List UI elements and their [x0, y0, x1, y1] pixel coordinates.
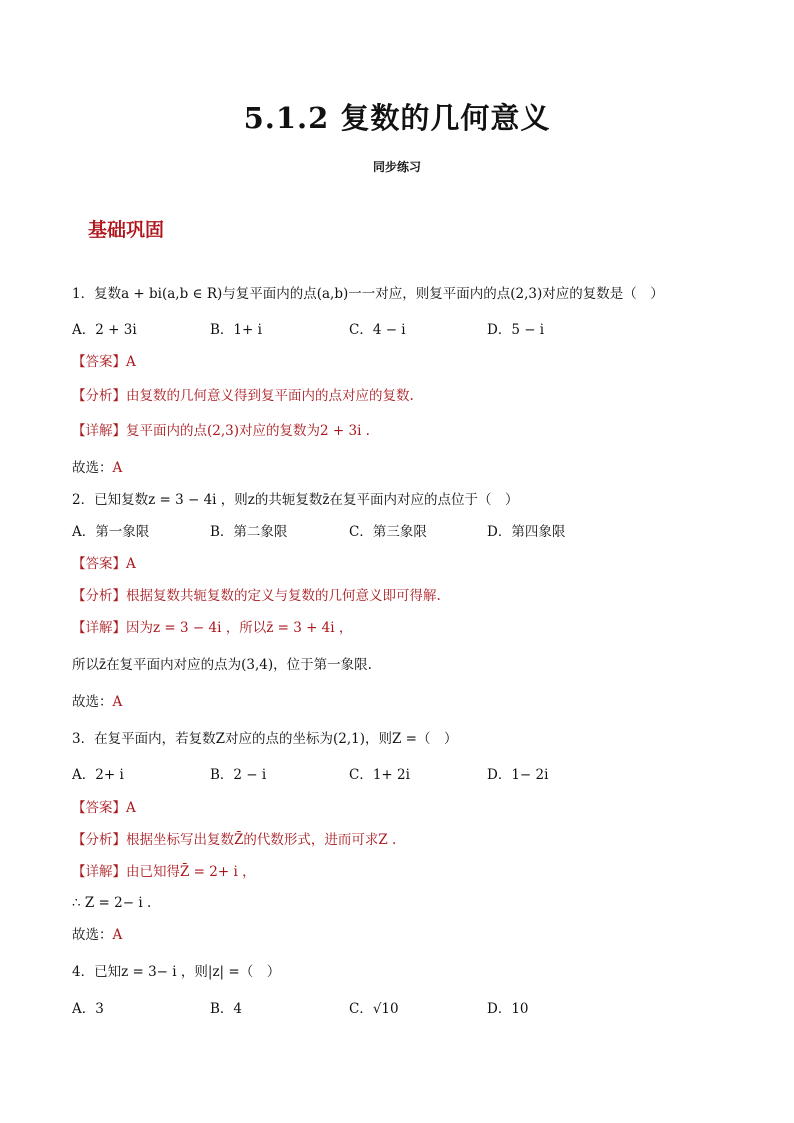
question-2-option-c: C．第三象限	[349, 524, 427, 540]
question-2-stem: 2．已知复数z = 3 − 4i ，则z的共轭复数z̄在复平面内对应的点位于（ ）	[72, 492, 519, 508]
question-2-answer: 【答案】A	[72, 556, 136, 572]
question-1-option-c: C．4 − i	[349, 322, 406, 338]
question-4-stem: 4．已知z = 3− i ，则|z| =（ ）	[72, 964, 281, 980]
question-3-stem: 3．在复平面内，若复数Z对应的点的坐标为(2,1)，则Z =（ ）	[72, 731, 458, 747]
question-1-option-a: A．2 + 3i	[72, 322, 137, 338]
question-2-choice: 故选：A	[72, 694, 123, 710]
section-heading: 基础巩固	[88, 219, 165, 241]
question-4-option-a: A．3	[72, 1001, 104, 1017]
question-1-answer: 【答案】A	[72, 354, 136, 370]
question-3-option-c: C．1+ 2i	[349, 767, 410, 783]
page-title: 5.1.2 复数的几何意义	[243, 101, 551, 135]
question-1-analysis: 【分析】由复数的几何意义得到复平面内的点对应的复数.	[72, 388, 414, 404]
question-2-analysis: 【分析】根据复数共轭复数的定义与复数的几何意义即可得解.	[72, 588, 441, 604]
question-2-option-d: D．第四象限	[487, 524, 566, 540]
question-1-stem: 1．复数a + bi(a,b ∈ R)与复平面内的点(a,b)一一对应，则复平面内的点(2,3)对应的复数是（ ）	[72, 286, 664, 302]
page-subtitle: 同步练习	[372, 160, 421, 174]
question-4-option-b: B．4	[210, 1001, 243, 1017]
question-2-detail-line2: 所以z̄在复平面内对应的点为(3,4)，位于第一象限.	[72, 657, 372, 673]
question-3-analysis: 【分析】根据坐标写出复数Z̄的代数形式，进而可求Z .	[72, 832, 397, 848]
question-3-answer: 【答案】A	[72, 800, 136, 816]
question-1-detail: 【详解】复平面内的点(2,3)对应的复数为2 + 3i .	[72, 423, 370, 439]
question-1-option-d: D．5 − i	[487, 322, 545, 338]
question-4-option-c: C．√10	[349, 1001, 399, 1017]
question-4-option-d: D．10	[487, 1001, 529, 1017]
question-1-choice: 故选：A	[72, 460, 123, 476]
question-3-detail-line2: ∴ Z = 2− i .	[72, 895, 152, 911]
question-3-choice: 故选：A	[72, 927, 123, 943]
question-3-option-d: D．1− 2i	[487, 767, 549, 783]
question-1-option-b: B．1+ i	[210, 322, 262, 338]
question-2-option-b: B．第二象限	[210, 524, 288, 540]
question-3-option-b: B．2 − i	[210, 767, 267, 783]
question-3-option-a: A．2+ i	[72, 767, 124, 783]
question-2-option-a: A．第一象限	[72, 524, 150, 540]
question-2-detail: 【详解】因为z = 3 − 4i ，所以z̄ = 3 + 4i ，	[72, 620, 353, 636]
question-3-detail: 【详解】由已知得Z̄ = 2+ i ，	[72, 864, 256, 880]
